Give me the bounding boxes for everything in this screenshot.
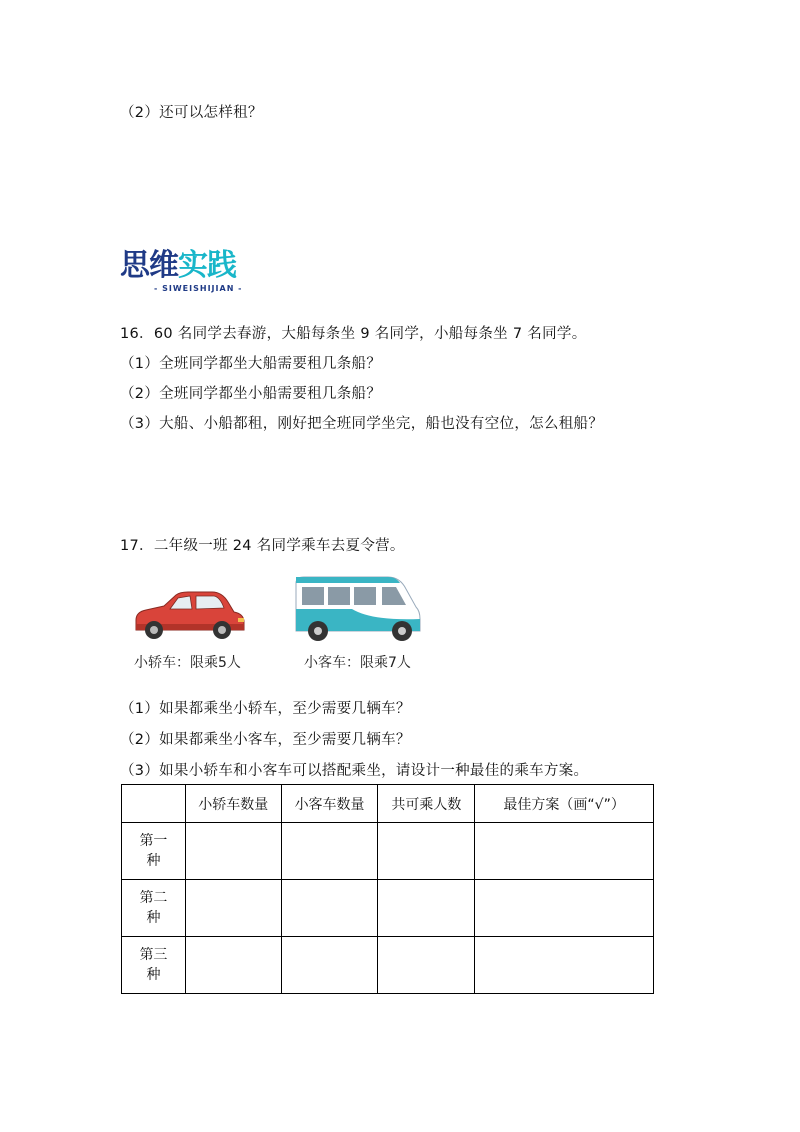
banner-title bbox=[120, 248, 280, 284]
answer-cell[interactable] bbox=[475, 937, 654, 994]
q16-stem: 16．60 名同学去春游，大船每条坐 9 名同学，小船每条坐 7 名同学。 bbox=[120, 326, 587, 342]
table-header-cell bbox=[122, 785, 186, 823]
q16-sub2: （2）全班同学都坐小船需要租几条船？ bbox=[120, 386, 382, 402]
row-label bbox=[122, 823, 186, 880]
table-header-row bbox=[122, 785, 654, 823]
row-label-line2: 种 bbox=[146, 967, 161, 983]
row-label-line1: 第二 bbox=[139, 890, 168, 906]
row-label bbox=[122, 880, 186, 937]
minibus-illustration bbox=[292, 575, 422, 643]
table-row bbox=[122, 880, 654, 937]
brand-banner bbox=[120, 248, 280, 298]
answer-cell[interactable] bbox=[281, 937, 378, 994]
answer-cell[interactable] bbox=[185, 823, 281, 880]
answer-cell[interactable] bbox=[281, 880, 378, 937]
table-header-cell: 最佳方案（画“√”） bbox=[475, 785, 654, 823]
answer-cell[interactable] bbox=[185, 880, 281, 937]
table-row bbox=[122, 937, 654, 994]
car-caption: 小轿车：限乘5人 bbox=[134, 655, 241, 671]
banner-subtitle: - SIWEISHIJIAN - bbox=[154, 284, 243, 293]
table-row bbox=[122, 823, 654, 880]
answer-cell[interactable] bbox=[378, 937, 475, 994]
q17-sub2: （2）如果都乘坐小客车，至少需要几辆车？ bbox=[120, 732, 411, 748]
q17-stem: 17．二年级一班 24 名同学乘车去夏令营。 bbox=[120, 538, 405, 554]
answer-cell[interactable] bbox=[378, 823, 475, 880]
bus-caption: 小客车：限乘7人 bbox=[304, 655, 411, 671]
banner-title-teal: 实践 bbox=[178, 248, 236, 283]
answer-cell[interactable] bbox=[475, 880, 654, 937]
row-label bbox=[122, 937, 186, 994]
row-label-line1: 第一 bbox=[139, 833, 168, 849]
banner-title-dark: 思维 bbox=[120, 248, 178, 283]
row-label-line2: 种 bbox=[146, 853, 161, 869]
answer-cell[interactable] bbox=[475, 823, 654, 880]
answer-cell[interactable] bbox=[185, 937, 281, 994]
plan-table bbox=[121, 784, 654, 994]
answer-cell[interactable] bbox=[281, 823, 378, 880]
answer-cell[interactable] bbox=[378, 880, 475, 937]
q15-sub2: （2）还可以怎样租？ bbox=[120, 105, 263, 121]
q17-sub3: （3）如果小轿车和小客车可以搭配乘坐，请设计一种最佳的乘车方案。 bbox=[120, 763, 589, 779]
red-car-illustration bbox=[130, 590, 248, 642]
q16-sub3: （3）大船、小船都租，刚好把全班同学坐完，船也没有空位，怎么租船？ bbox=[120, 416, 604, 432]
table-header-cell: 共可乘人数 bbox=[378, 785, 475, 823]
table-header-cell: 小轿车数量 bbox=[185, 785, 281, 823]
table-header-cell: 小客车数量 bbox=[281, 785, 378, 823]
q17-sub1: （1）如果都乘坐小轿车，至少需要几辆车？ bbox=[120, 701, 411, 717]
row-label-line2: 种 bbox=[146, 910, 161, 926]
row-label-line1: 第三 bbox=[139, 947, 168, 963]
q16-sub1: （1）全班同学都坐大船需要租几条船？ bbox=[120, 356, 382, 372]
